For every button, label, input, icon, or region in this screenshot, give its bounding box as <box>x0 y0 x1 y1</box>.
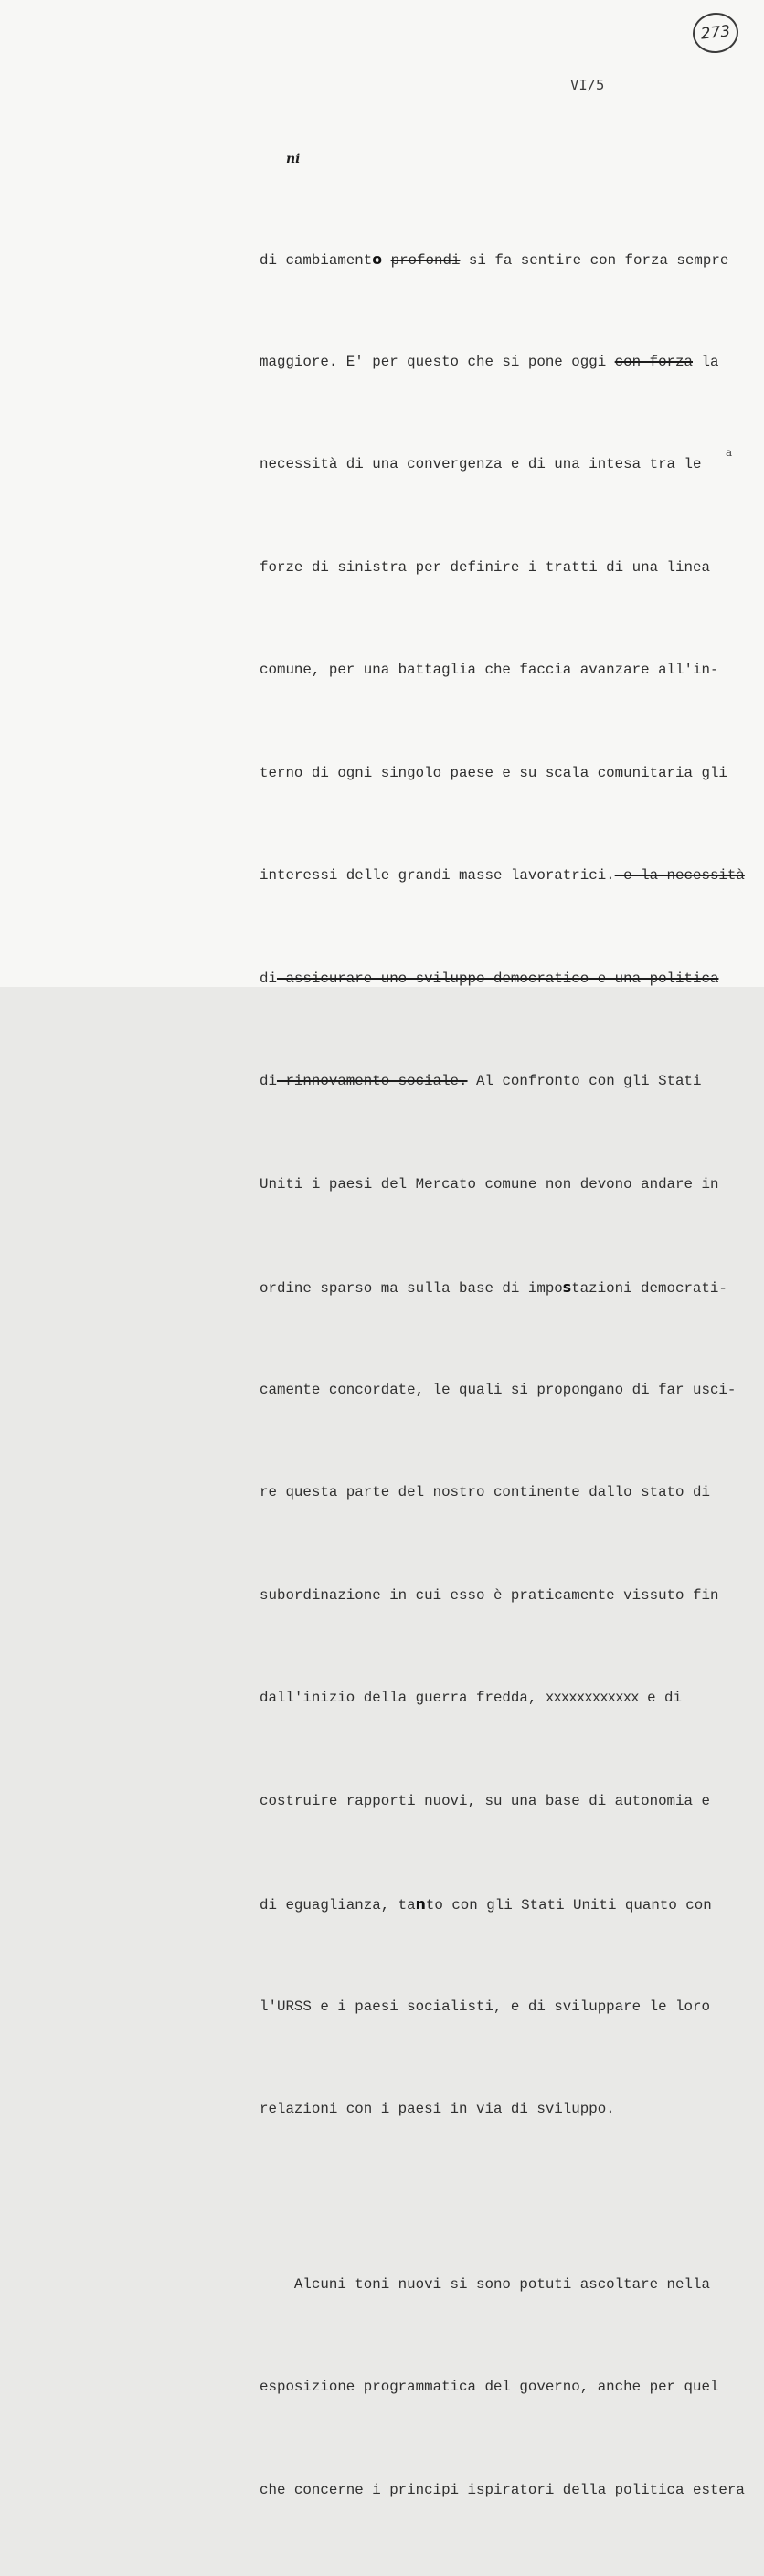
text-line-12: camente concordate, le quali si propongano di far usci- <box>260 1381 737 1398</box>
stamp-number: 273 <box>699 22 732 44</box>
struck-text: assicurare uno sviluppo democratico e una politica <box>276 970 719 987</box>
margin-mark: a <box>726 446 733 459</box>
struck-text: rinnovamento sociale. <box>276 1073 468 1089</box>
text-line-1: di cambiamento profondi si fa sentire con forza sempre <box>260 250 729 269</box>
text-line-7: interessi delle grandi masse lavoratrici. e la necessità <box>260 867 745 884</box>
text-line-5: comune, per una battaglia che faccia avanzare all'in- <box>260 662 719 678</box>
typed-over-text: xxxxxxxxxxxx <box>545 1690 639 1706</box>
text-line-3: necessità di una convergenza e di una intesa tra le <box>260 456 702 472</box>
text-line-17: di eguaglianza, tanto con gli Stati Uniti quanto con <box>260 1895 712 1913</box>
struck-text: e la necessità <box>614 867 745 884</box>
text-line-10: Uniti i paesi del Mercato comune non devono andare in <box>260 1175 719 1193</box>
text-line-13: re questa parte del nostro continente dallo stato di <box>260 1484 710 1500</box>
text-line-11: ordine sparso ma sulla base di impostazioni democrati- <box>260 1278 727 1297</box>
text-line-16: costruire rapporti nuovi, su una base di autonomia e <box>260 1792 710 1809</box>
text-line-6: terno di ogni singolo paese e su scala comunitaria gli <box>260 764 727 781</box>
text-line-9: di rinnovamento sociale. Al confronto con gli Stati <box>260 1073 702 1089</box>
text-line-4: forze di sinistra per definire i tratti di una linea <box>260 558 710 576</box>
text-line-8: di assicurare uno sviluppo democratico e una politica <box>260 970 719 987</box>
handwritten-correction: o <box>372 250 383 268</box>
struck-text: profondi <box>390 252 461 269</box>
struck-text: con forza <box>614 353 693 370</box>
text-line-2: maggiore. E' per questo che si pone oggi con forza la <box>260 353 719 370</box>
text-line-18: l'URSS e i paesi socialisti, e di sviluppare le loro <box>260 1998 710 2015</box>
page-number-stamp <box>691 11 740 56</box>
handwritten-insert: ni <box>286 152 301 166</box>
text-line-20: Alcuni toni nuovi si sono potuti ascoltare nella <box>260 2275 710 2293</box>
handwritten-correction: n <box>415 1895 426 1913</box>
text-line-14: subordinazione in cui esso è praticamente vissuto fin <box>260 1586 719 1604</box>
text-line-19: relazioni con i paesi in via di sviluppo. <box>260 2101 615 2117</box>
handwritten-correction: s <box>562 1278 572 1296</box>
section-page-code: VI/5 <box>570 77 605 93</box>
text-line-21: esposizione programmatica del governo, anche per quel <box>260 2379 719 2395</box>
text-line-22: che concerne i principi ispiratori della politica estera <box>260 2481 745 2498</box>
typed-body-text <box>260 174 760 2576</box>
text-line-15: dall'inizio della guerra fredda, xxxxxxxxxxxx e di <box>260 1690 683 1706</box>
